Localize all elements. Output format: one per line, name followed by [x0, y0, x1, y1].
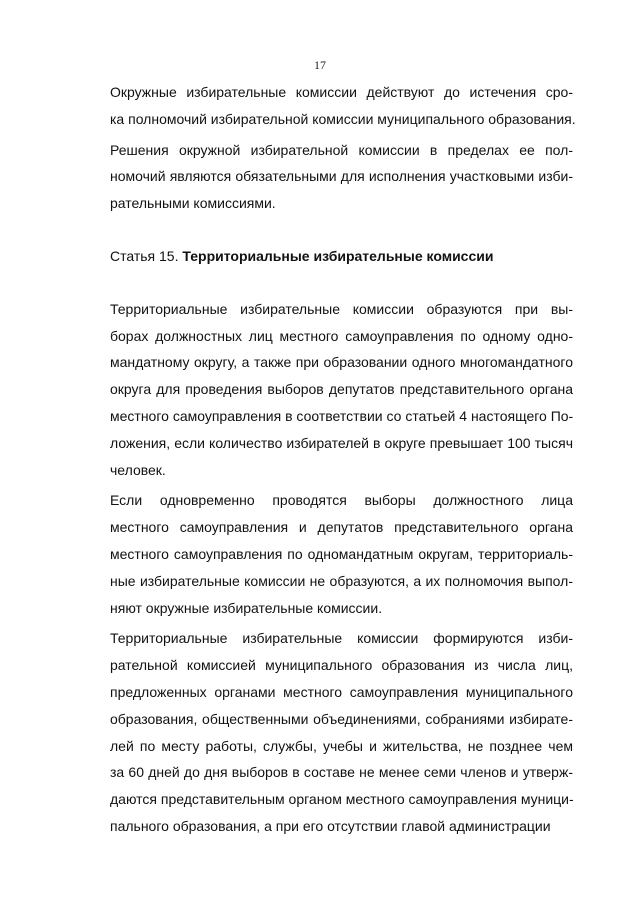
- text-line: округа для проведения выборов депутатов представительного органа: [110, 381, 573, 398]
- text-line: местного самоуправления и депутатов представительного органа: [110, 519, 573, 536]
- text-line: Решения окружной избирательной комиссии в пределах ее пол-: [110, 141, 573, 158]
- text-line: местного самоуправления в соответствии со статьей 4 настоящего По-: [110, 407, 574, 424]
- text-line: Территориальные избирательные комиссии формируются изби-: [110, 630, 573, 647]
- text-line: пального образования, а при его отсутствии главой администрации: [110, 817, 551, 834]
- paragraph-group-top: [73, 79, 576, 217]
- text-line: Если одновременно проводятся выборы должностного лица: [110, 492, 573, 509]
- article-title: Территориальные избирательные комиссии: [182, 247, 494, 264]
- article-heading: [73, 243, 573, 270]
- text-line: борах должностных лиц местного самоуправления по одному одно-: [110, 327, 573, 344]
- text-line: Окружные избирательные комиссии действуют до истечения сро-: [110, 84, 573, 100]
- text-line: человек.: [110, 461, 166, 478]
- text-line: ка полномочий избирательной комиссии муниципального образования.: [110, 110, 576, 127]
- page-number: 17: [314, 58, 326, 72]
- text-line: местного самоуправления по одномандатным округам, территориаль-: [110, 545, 573, 562]
- text-line: мандатному округу, а также при образовании одного многомандатного: [110, 354, 573, 371]
- text-line: предложенных органами местного самоуправления муниципального: [110, 683, 573, 700]
- paragraph: [73, 625, 573, 839]
- paragraph: [73, 79, 576, 133]
- text-line: номочий являются обязательными для исполнения участковыми изби-: [110, 168, 573, 185]
- document-body: [73, 79, 576, 840]
- text-line: образования, общественными объединениями, собраниями избирате-: [110, 710, 573, 727]
- paragraph: [73, 296, 573, 484]
- text-line: Территориальные избирательные комиссии образуются при вы-: [110, 300, 573, 317]
- text-line: за 60 дней до дня выборов в составе не менее семи членов и утверж-: [110, 764, 573, 781]
- text-line: ложения, если количество избирателей в округе превышает 100 тысяч: [110, 434, 573, 451]
- text-line: рательными комиссиями.: [110, 195, 276, 212]
- text-line: даются представительным органом местного самоуправления муници-: [110, 791, 574, 808]
- text-line: няют окружные избирательные комиссии.: [110, 599, 383, 616]
- paragraph: [73, 487, 573, 621]
- paragraph-group-bottom: [73, 296, 573, 840]
- text-line: лей по месту работы, службы, учебы и жительства, не позднее чем: [110, 737, 573, 754]
- article-prefix: Статья 15.: [110, 247, 183, 264]
- paragraph: [73, 137, 573, 217]
- text-line: ные избирательные комиссии не образуются, а их полномочия выпол-: [110, 572, 573, 589]
- text-line: рательной комиссией муниципального образования из числа лиц,: [110, 657, 573, 674]
